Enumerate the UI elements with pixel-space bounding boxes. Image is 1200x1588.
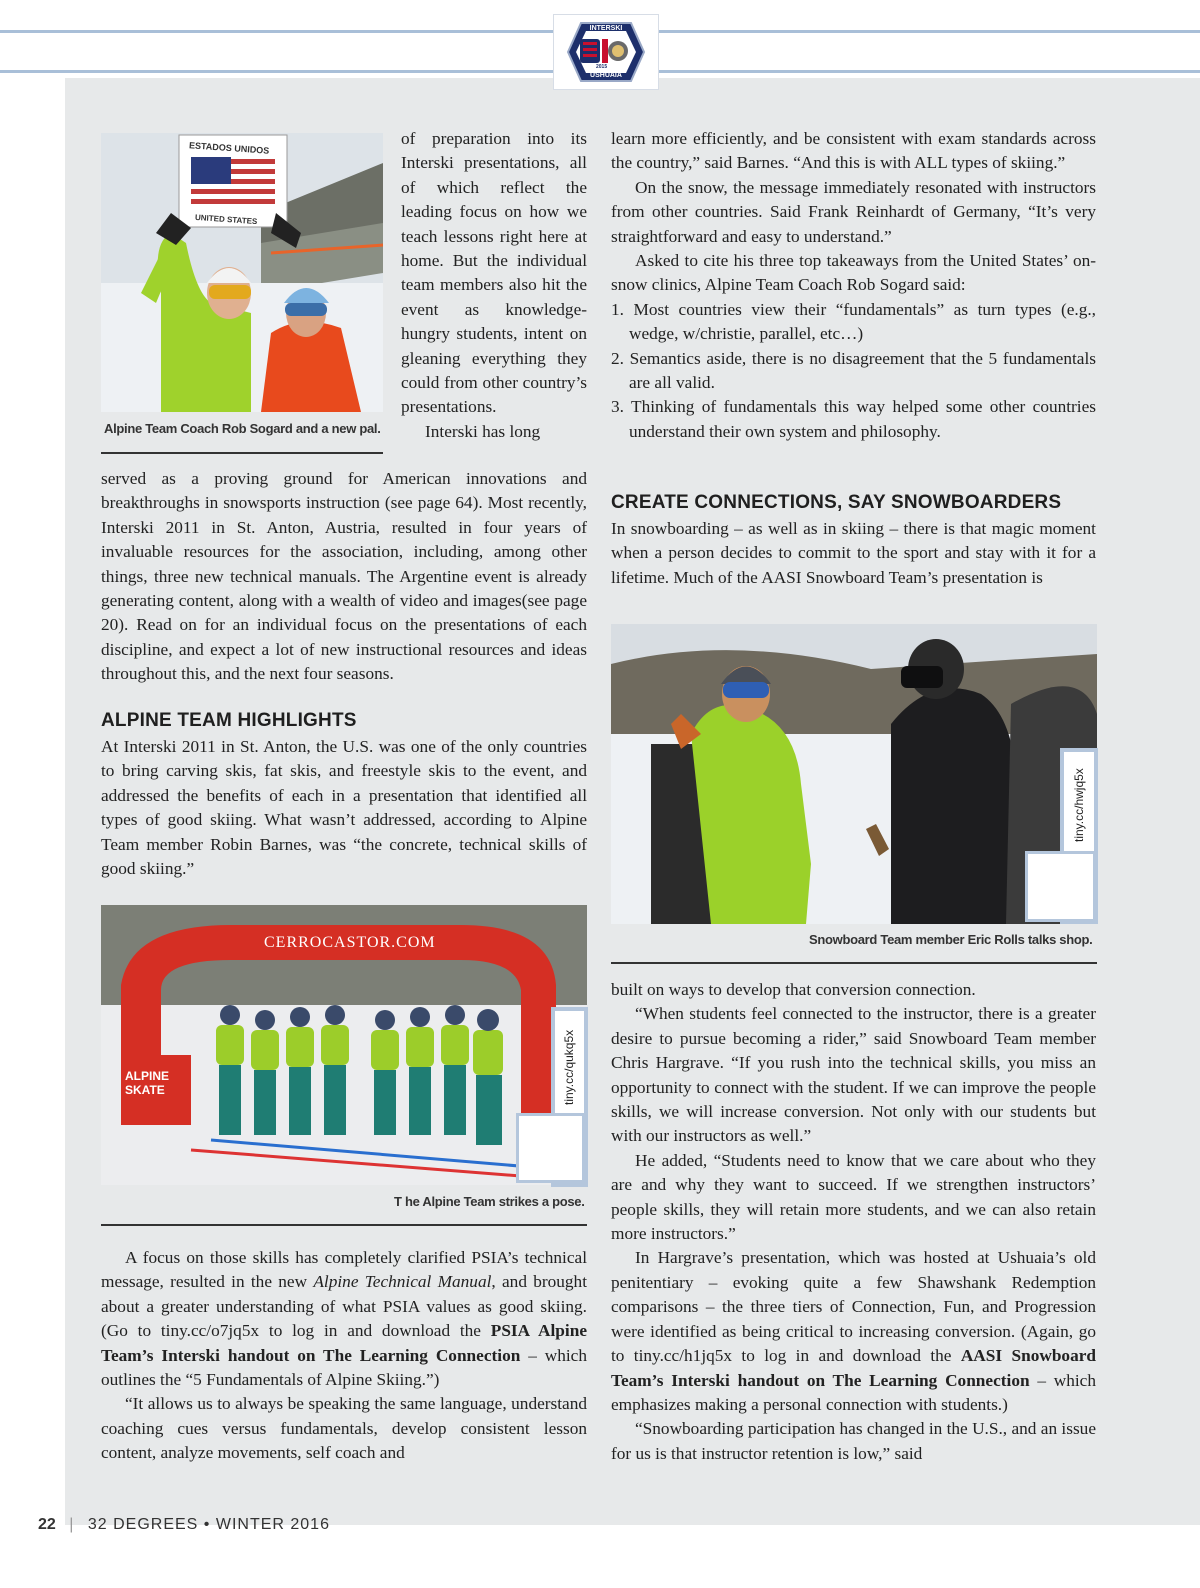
snow-paragraph	[611, 517, 1096, 590]
presentation-text	[611, 1246, 1096, 1417]
arch-text: CERROCASTOR.COM	[264, 934, 436, 951]
logo-bottom-text: USHUAIA	[590, 72, 622, 79]
caption-rule-alpine	[101, 1224, 587, 1226]
focus-text	[101, 1246, 587, 1392]
added-text: He added, “Students need to know that we care about who they are and why they want to succeed. If we strengthen instructors’ people skills, they will retain more students, and we can also retain more instructors.”	[611, 1150, 1096, 1244]
sign-text-bottom: UNITED STATES	[194, 212, 258, 227]
photo-alpine-team	[101, 905, 587, 1185]
intro-paragraph	[101, 467, 587, 687]
header-rule-bottom-left	[0, 70, 553, 73]
focus-text-c: – which outlines the “5 Fundamentals of Alpine Skiing.”)	[101, 1345, 587, 1390]
intro-text: served as a proving ground for American innovations and breakthroughs in snowsports instruction (see page 64). Most recently, Interski 2011 in St. Anton, Austria, resulted in four years of invaluable resources for the association, including, among other things, three new technical manuals. The Argentine event is already generating content, along with a wealth of video and images(see page 20). Read on for an individual focus on the presentations of each discipline, and expect a lot of new instructional resources and ideas throughout this, and the next four seasons.	[101, 469, 587, 684]
qr-url-alpine[interactable]: tiny.cc/qukq5x	[562, 1029, 576, 1105]
sogard-text: Asked to cite his three top takeaways from the United States’ on-snow clinics, Alpine Team Coach Rob Sogard said:	[611, 251, 1096, 295]
caption-rob-sogard: Alpine Team Coach Rob Sogard and a new pal.	[104, 421, 381, 436]
snow-text: In snowboarding – as well as in skiing – there is that magic moment when a person decides to commit to the sport and stay with it for a lifetime. Much of the AASI Snowboard Team’s presentation is	[611, 519, 1096, 587]
header-rule-top-right	[659, 30, 1200, 33]
focus-text-italic: Alpine Technical Manual	[313, 1272, 492, 1292]
header-rule-bottom-right	[659, 70, 1200, 73]
hargrave-quote-text: “When students feel connected to the instructor, there is a greater desire to pursue becoming a rider,” said Snowboard Team member Chris Hargrave. “If you rush into the technical skills, you miss an opportunity to connect with the student. If we can improve the people skills, we will increase conversion. Not only with our students but with our instructors as well.”	[611, 1004, 1096, 1146]
built-text: built on ways to develop that conversion connection.	[611, 980, 976, 999]
focus-text-b: , and brought about a greater understanding of what PSIA values as good skiing. (Go to tiny.cc/o7jq5x to log in and download the	[101, 1272, 588, 1341]
alpine-paragraph	[101, 735, 587, 881]
interski-logo	[553, 14, 659, 90]
caption-rule-rob	[101, 452, 383, 454]
wrap-text-2: Interski has long	[425, 421, 541, 441]
presentation-text-bold: AASI Snowboard Team’s Interski handout on The Learning Connection	[611, 1346, 1096, 1390]
reinhardt-text: On the snow, the message immediately resonated with instructors from other countries. Said Frank Reinhardt of Germany, “It’s very straightforward and easy to understand.”	[611, 177, 1096, 246]
caption-rule-eric	[611, 962, 1097, 964]
heading-snowboarders: CREATE CONNECTIONS, SAY SNOWBOARDERS	[611, 492, 1062, 513]
page-footer	[38, 1516, 330, 1534]
caption-alpine-team: T he Alpine Team strikes a pose.	[394, 1194, 585, 1209]
wrap-text: of preparation into its Interski presentations, all of which reflect the leading focus on how we teach lessons right here at home. But the individual team members also hit the event as knowledge-hungry students, intent on gleaning everything they could from other country’s presentations.	[401, 129, 587, 417]
heading-alpine-team: ALPINE TEAM HIGHLIGHTS	[101, 710, 357, 731]
qr-code-alpine[interactable]	[516, 1113, 585, 1183]
qr-url-snowboard[interactable]: tiny.cc/hwjq5x	[1072, 768, 1086, 842]
presentation-text-a: In Hargrave’s presentation, which was hosted at Ushuaia’s old penitentiary – evoking quite a few Shawshank Redemption comparisons – the three tiers of Connection, Fun, and Progression were identified as being critical to increasing conversion. (Again, go to tiny.cc/h1jq5x to log in and download the	[611, 1248, 1096, 1366]
sign-text-top: ESTADOS UNIDOS	[188, 140, 270, 156]
right-bottom-text	[611, 978, 1096, 1466]
photo-rob-sogard	[101, 133, 383, 412]
logo-year-text: 2015	[596, 64, 608, 70]
takeaway-1: 1. Most countries view their “fundamentals” as turn types (e.g., wedge, w/christie, parallel, etc…)	[611, 299, 1096, 344]
header-rule-top-left	[0, 30, 553, 33]
wrap-paragraph	[401, 127, 587, 444]
alpine-text: At Interski 2011 in St. Anton, the U.S. was one of the only countries to bring carving skis, fat skis, and freestyle skis to the event, and addressed the benefits of each in a presentation that identified all types of good skiing. What wasn’t addressed, according to Alpine Team member Robin Barnes, was “the concrete, technical skills of good skiing.”	[101, 737, 587, 879]
right-top-text	[611, 127, 1096, 444]
focus-text-a: A focus on those skills has completely clarified PSIA’s technical message, resulted in the new	[101, 1248, 587, 1292]
presentation-text-b: – which emphasizes making a personal connection with students.)	[611, 1370, 1096, 1414]
focus-paragraph	[101, 1246, 587, 1466]
publication-name: 32 DEGREES • WINTER 2016	[87, 1516, 330, 1533]
takeaway-3: 3. Thinking of fundamentals this way helped some other countries understand their own system and philosophy.	[611, 397, 1096, 441]
participation-text: “Snowboarding participation has changed in the U.S., and an issue for us is that instructor retention is low,” said	[611, 1419, 1096, 1463]
page-number: 22	[38, 1516, 56, 1533]
logo-top-text: INTERSKI	[589, 25, 623, 32]
takeaway-2: 2. Semantics aside, there is no disagreement that the 5 fundamentals are all valid.	[611, 348, 1096, 393]
barnes-text: learn more efficiently, and be consistent with exam standards across the country,” said Barnes. “And this is with ALL types of skiing.”	[611, 129, 1096, 173]
banner-text: ALPINE SKATE	[125, 1069, 170, 1097]
qr-code-snowboard[interactable]	[1025, 851, 1096, 922]
focus-text-bold: PSIA Alpine Team’s Interski handout on The Learning Connection	[101, 1321, 587, 1365]
rob-sogard-illustration	[101, 133, 383, 412]
footer-separator: |	[69, 1516, 75, 1533]
quote-text: “It allows us to always be speaking the same language, understand coaching cues versus fundamentals, develop consistent lesson content, analyze movements, self coach and	[101, 1394, 587, 1463]
caption-eric-rolls: Snowboard Team member Eric Rolls talks shop.	[809, 932, 1093, 947]
